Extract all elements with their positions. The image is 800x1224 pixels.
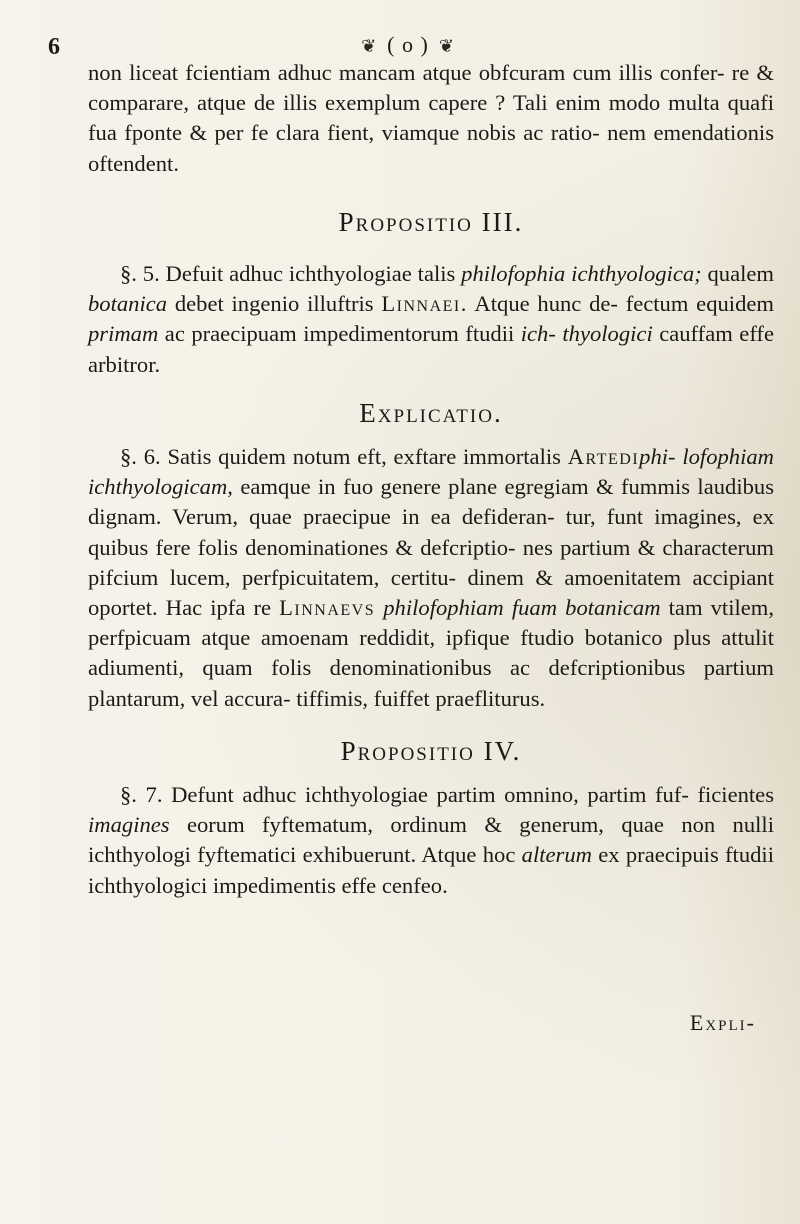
text-run: qualem bbox=[701, 261, 774, 287]
heading-propositio-3: Propositio III. bbox=[338, 206, 524, 237]
smallcaps-run: Artedi bbox=[567, 444, 640, 470]
italic-run: alterum bbox=[521, 842, 592, 868]
italic-run: philofophia ichthyologica; bbox=[461, 261, 702, 287]
italic-run: philofophiam fuam botanicam bbox=[383, 595, 661, 621]
text-run: §. 6. Satis quidem notum eft, exftare immortalis bbox=[120, 444, 568, 470]
running-head-text: ( o ) bbox=[387, 32, 429, 57]
italic-run: primam bbox=[88, 321, 159, 347]
text-run: eorum fyftematum, ordinum & generum, quae non nulli ichthyologi fyftematici exhibuerunt. Atque hoc bbox=[88, 812, 774, 868]
heading-propositio-4: Propositio IV. bbox=[340, 735, 522, 766]
running-head bbox=[48, 32, 768, 58]
right-ornament-icon: ❦ bbox=[438, 36, 455, 57]
paragraph-section-6 bbox=[88, 442, 774, 714]
text-run: ac praecipuam impedimentorum ftudii bbox=[158, 321, 521, 347]
text-run: cauffam effe arbitror. bbox=[88, 321, 774, 377]
italic-run: phi- lofophiam ichthyologicam bbox=[88, 444, 774, 500]
text-run: Atque hunc de- fectum equidem bbox=[467, 291, 774, 317]
italic-run: botanica bbox=[88, 291, 168, 317]
text-run: §. 7. Defunt adhuc ichthyologiae partim omnino, partim fuf- ficientes bbox=[120, 782, 774, 808]
smallcaps-run: Linnaei. bbox=[381, 291, 468, 317]
left-ornament-icon: ❦ bbox=[361, 36, 378, 57]
catchword: Expli- bbox=[689, 1010, 756, 1035]
text-run: , eamque in fuo genere plane egregiam & fummis laudibus dignam. Verum, quae praecipue in ea defideran- tur, funt imagines, ex quibus fere folis denominationes & defcriptio- nes partium & characterum pifcium lucem, perfpicuitatem, certitu- dinem & amoenitatem accipiant oportet. Hac ipfa re bbox=[88, 474, 774, 621]
text-run: ex praecipuis ftudii ichthyologici impedimentis effe cenfeo. bbox=[88, 842, 774, 898]
paragraph-section-5 bbox=[88, 259, 774, 380]
text-run: §. 5. Defuit adhuc ichthyologiae talis bbox=[120, 261, 462, 287]
text-run: debet ingenio illuftris bbox=[167, 291, 382, 317]
body-text bbox=[88, 58, 774, 901]
opening-paragraph: non liceat fcientiam adhuc mancam atque obfcuram cum illis confer- re & comparare, atque de illis exemplum capere ? Tali enim modo multa quafi fua fponte & per fe clara fient, viamque nobis ac ratio- nem emendationis oftendent. bbox=[88, 60, 774, 176]
heading-explicatio: Explicatio. bbox=[359, 397, 503, 428]
text-run: tam vtilem, perfpicuam atque amoenam reddidit, ipfique ftudio botanico plus attulit adiumenti, quam folis denominationibus ac defcriptionibus partium plantarum, vel accura- tiffimis, fuiffet praefliturus. bbox=[88, 595, 774, 711]
page-number: 6 bbox=[48, 34, 60, 60]
smallcaps-run: Linnaevs bbox=[279, 595, 376, 621]
italic-run: ich- thyologici bbox=[520, 321, 653, 347]
paragraph-section-7 bbox=[88, 780, 774, 901]
italic-run: imagines bbox=[88, 812, 170, 838]
